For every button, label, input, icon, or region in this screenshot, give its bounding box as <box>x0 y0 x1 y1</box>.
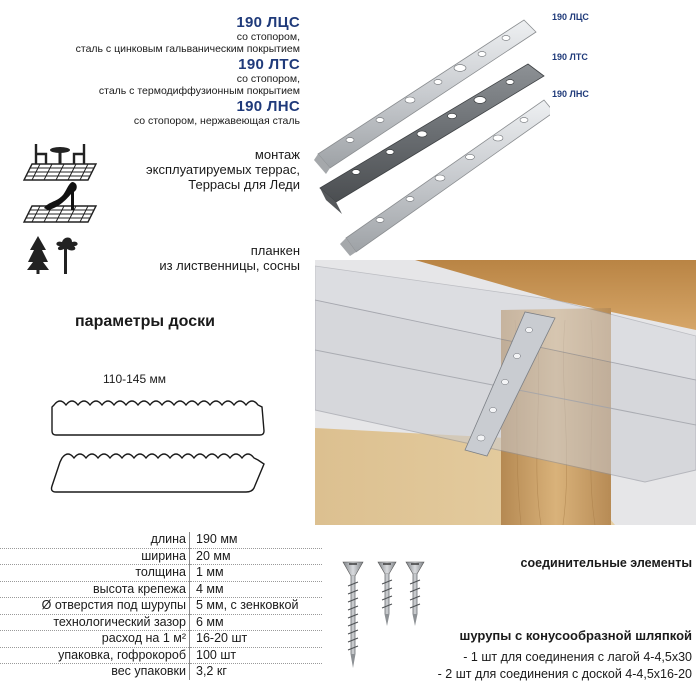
label-lts: 190 ЛТС <box>552 52 588 62</box>
screw-line-1: - 1 шт для соединения с лагой 4-4,5х30 <box>463 650 692 664</box>
terrace-heel-icon <box>22 180 98 224</box>
variants-block <box>76 14 300 127</box>
product-strips-image <box>310 6 550 256</box>
spec-label: упаковка, гофрокороб <box>0 647 190 664</box>
variant-lts-desc-1: со стопором, <box>236 73 300 85</box>
spec-label: длина <box>150 532 186 547</box>
spec-value: 20 мм <box>190 548 323 565</box>
board-profile-grooved <box>48 448 270 496</box>
screw-short-1 <box>378 562 396 626</box>
table-row <box>0 565 322 582</box>
table-row <box>0 581 322 598</box>
screws-image <box>338 558 434 670</box>
spec-label: толщина <box>0 565 190 582</box>
label-lcs: 190 ЛЦС <box>552 12 589 22</box>
table-row <box>0 614 322 631</box>
application-mount-2: эксплуатируемых террас, <box>145 162 300 177</box>
variant-lcs-desc-2: сталь с цинковым гальваническим покрытием <box>75 43 300 55</box>
variant-lcs-desc-1: со стопором, <box>236 31 300 43</box>
board-width-range: 110-145 мм <box>103 372 166 386</box>
spec-label: расход на 1 м² <box>0 631 190 648</box>
application-mount-3: Террасы для Леди <box>188 177 300 192</box>
spec-value: 5 мм, с зенковкой <box>190 598 323 615</box>
table-row <box>0 532 322 548</box>
board-params-title: параметры доски <box>75 313 215 330</box>
spec-value: 16-20 шт <box>190 631 323 648</box>
screw-line-2: - 2 шт для соединения с доской 4-4,5х16-20 <box>437 667 692 681</box>
table-row <box>0 598 322 615</box>
spec-value: 6 мм <box>190 614 323 631</box>
board-profile-straight <box>48 395 270 439</box>
table-row <box>0 664 322 680</box>
table-row <box>0 647 322 664</box>
application-wood-2: из лиственницы, сосны <box>159 258 300 273</box>
screws-title: шурупы с конусообразной шляпкой <box>459 628 692 643</box>
application-mount-1: монтаж <box>254 147 300 162</box>
terrace-table-icon <box>22 140 98 182</box>
spec-value: 1 мм <box>190 565 323 582</box>
variant-lts-code: 190 ЛТС <box>238 56 300 73</box>
variant-lts-desc-2: сталь с термодиффузионным покрытием <box>98 85 300 97</box>
variant-lns-code: 190 ЛНС <box>236 98 300 115</box>
spec-value: 3,2 кг <box>190 664 323 680</box>
spec-label: вес упаковки <box>0 664 190 680</box>
spec-label: Ø отверстия под шурупы <box>0 598 190 615</box>
label-lns: 190 ЛНС <box>552 89 589 99</box>
coniferous-trees-icon <box>26 234 82 274</box>
application-wood-1: планкен <box>250 243 300 258</box>
table-row <box>0 631 322 648</box>
spec-value: 4 мм <box>190 581 323 598</box>
installation-render <box>315 260 696 525</box>
spec-label: технологический зазор <box>0 614 190 631</box>
spec-value: 190 мм <box>190 532 323 548</box>
spec-value: 100 шт <box>190 647 323 664</box>
screw-short-2 <box>406 562 424 626</box>
spec-label: ширина <box>0 548 190 565</box>
variant-lns-desc-1: со стопором, нержавеющая сталь <box>133 115 300 127</box>
application-wood <box>159 243 300 273</box>
screw-long <box>343 562 363 668</box>
spec-label: высота крепежа <box>0 581 190 598</box>
application-terraces <box>146 147 300 192</box>
variant-lcs-code: 190 ЛЦС <box>236 14 300 31</box>
spec-table <box>0 532 322 680</box>
connectors-title: соединительные элементы <box>520 556 692 570</box>
table-row <box>0 548 322 565</box>
